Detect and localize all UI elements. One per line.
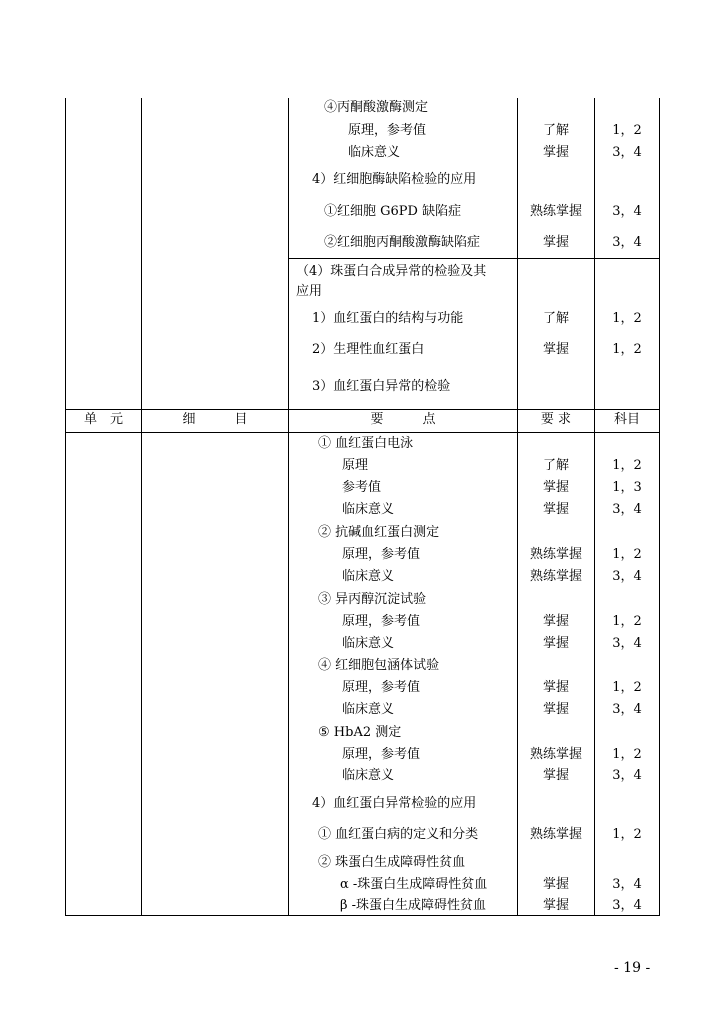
requirement-text: 掌握 [542,877,569,892]
subject-text: 3，4 [612,768,642,783]
requirement-text: 掌握 [542,768,569,783]
table-border-right [659,98,660,916]
requirement-text: 熟练掌握 [529,204,582,219]
requirement-text: 掌握 [542,636,569,651]
point-text: 临床意义 [342,502,395,517]
point-text: 临床意义 [342,702,395,717]
table-rule-block1-bottom [288,258,660,259]
subject-text: 3，4 [612,702,642,717]
subject-text: 3，4 [612,204,642,219]
point-text: 临床意义 [342,569,395,584]
point-text: β -珠蛋白生成障碍性贫血 [340,898,487,913]
point-text: ③ 异丙醇沉淀试验 [318,592,427,607]
point-text: ④ 红细胞包涵体试验 [318,658,440,673]
subject-text: 1，3 [612,480,642,495]
requirement-text: 掌握 [542,480,569,495]
header-points: 要 点 [370,412,436,427]
point-text: 原理，参考值 [348,123,427,138]
point-text: （4）珠蛋白合成异常的检验及其 [296,264,487,279]
requirement-text: 熟练掌握 [529,569,582,584]
table-rule-header-top [65,409,660,410]
point-text: 原理，参考值 [342,680,421,695]
point-text: 临床意义 [342,636,395,651]
point-text: ② 抗碱血红蛋白测定 [318,525,440,540]
requirement-text: 掌握 [542,614,569,629]
requirement-text: 了解 [542,458,569,473]
point-text: ② 珠蛋白生成障碍性贫血 [318,855,466,870]
subject-text: 3，4 [612,569,642,584]
requirement-text: 熟练掌握 [529,747,582,762]
subject-text: 1，2 [612,747,642,762]
point-text: 参考值 [342,480,382,495]
header-detail: 细 目 [182,412,248,427]
point-text: 原理，参考值 [342,614,421,629]
table-rule-bottom [65,915,660,916]
table-rule-header-bottom [65,432,660,433]
subject-text: 1，2 [612,680,642,695]
requirement-text: 掌握 [542,342,569,357]
subject-text: 3，4 [612,235,642,250]
requirement-text: 了解 [542,123,569,138]
point-text: 临床意义 [348,145,401,160]
table-border-left [65,98,66,916]
point-text: 临床意义 [342,768,395,783]
point-text: 1）血红蛋白的结构与功能 [312,311,464,326]
header-subject: 科目 [613,412,640,427]
subject-text: 1，2 [612,458,642,473]
point-text: ① 血红蛋白病的定义和分类 [318,827,479,842]
requirement-text: 掌握 [542,680,569,695]
table-border-col-unit [141,98,142,916]
subject-text: 1，2 [612,123,642,138]
point-text: 4）红细胞酶缺陷检验的应用 [312,172,477,187]
requirement-text: 掌握 [542,898,569,913]
table-border-col-detail [288,98,289,916]
requirement-text: 掌握 [542,702,569,717]
subject-text: 1，2 [612,547,642,562]
requirement-text: 了解 [542,311,569,326]
header-unit: 单 元 [83,412,123,427]
point-text: 3）血红蛋白异常的检验 [312,379,451,394]
point-text: ①红细胞 G6PD 缺陷症 [324,204,462,219]
point-text: 应用 [296,284,323,299]
subject-text: 1，2 [612,614,642,629]
requirement-text: 熟练掌握 [529,547,582,562]
subject-text: 1，2 [612,827,642,842]
point-text: 4）血红蛋白异常检验的应用 [312,796,477,811]
point-text: ① 血红蛋白电泳 [318,436,414,451]
point-text: ②红细胞丙酮酸激酶缺陷症 [324,235,481,250]
requirement-text: 熟练掌握 [529,827,582,842]
header-requirement: 要 求 [540,412,572,427]
point-text: 2）生理性血红蛋白 [312,342,425,357]
point-text: α -珠蛋白生成障碍性贫血 [340,877,488,892]
subject-text: 3，4 [612,145,642,160]
subject-text: 3，4 [612,502,642,517]
subject-text: 1，2 [612,342,642,357]
requirement-text: 掌握 [542,502,569,517]
subject-text: 3，4 [612,877,642,892]
requirement-text: 掌握 [542,235,569,250]
subject-text: 3，4 [612,636,642,651]
subject-text: 3，4 [612,898,642,913]
point-text: 原理，参考值 [342,547,421,562]
point-text: 原理 [342,458,369,473]
point-text: ④丙酮酸激酶测定 [324,100,429,115]
page-number: - 19 - [614,960,651,976]
subject-text: 1，2 [612,311,642,326]
requirement-text: 掌握 [542,145,569,160]
point-text: ⑤ HbA2 测定 [318,725,402,740]
point-text: 原理，参考值 [342,747,421,762]
